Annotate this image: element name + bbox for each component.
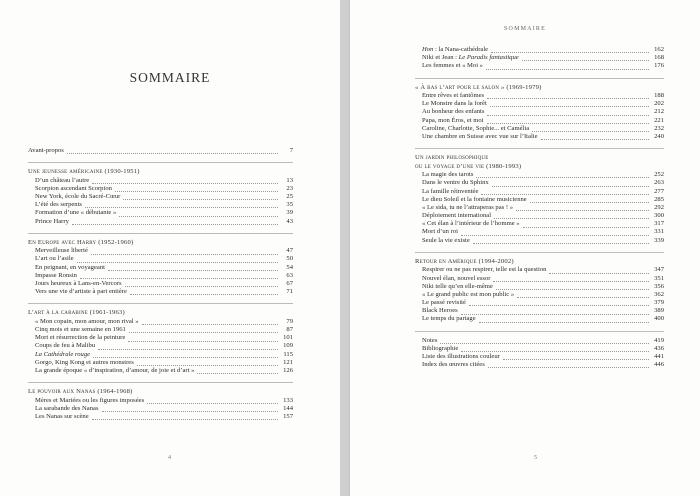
entry-title: Avant-propos (28, 146, 64, 154)
section-years: (1964-1968) (97, 388, 133, 396)
entry-title: Papa, mon Éros, et moi (422, 116, 484, 124)
entry-page: 63 (286, 271, 293, 279)
toc-entry[interactable] (415, 307, 664, 315)
toc-entry[interactable] (28, 359, 293, 367)
leader-dots (461, 314, 649, 315)
toc-section (415, 148, 664, 245)
entry-page: 176 (654, 62, 664, 70)
toc-entry[interactable] (28, 193, 293, 201)
section-years: (1930-1951) (104, 168, 140, 176)
entry-page: 419 (654, 336, 664, 344)
entry-title: Merveilleuse liberté (35, 247, 88, 255)
toc-entry[interactable] (415, 291, 664, 299)
toc-entry[interactable] (415, 179, 664, 187)
section-name-cont: ou le voyage d’une vie (415, 162, 485, 170)
entry-title: Nouvel élan, nouvel essor (422, 274, 491, 282)
toc-entry[interactable] (28, 288, 293, 296)
leader-dots (487, 98, 649, 99)
toc-entry[interactable] (415, 54, 664, 62)
entry-page: 362 (654, 290, 664, 298)
entry-page: 168 (654, 54, 664, 62)
leader-dots (98, 349, 278, 350)
toc-section (28, 233, 293, 297)
toc-lead-block (415, 46, 664, 71)
toc-entry[interactable] (415, 204, 664, 212)
toc-entry[interactable] (415, 117, 664, 125)
toc-entry[interactable] (415, 108, 664, 116)
toc-section (415, 78, 664, 142)
entry-title: Respirer ou ne pas respirer, telle est la question (422, 266, 547, 274)
leader-dots (476, 177, 649, 178)
toc-entry[interactable] (415, 337, 664, 345)
entry-title: Index des œuvres citées (422, 361, 485, 369)
entry-title: Dans le ventre du Sphinx (422, 179, 489, 187)
entry-page: 43 (286, 217, 293, 225)
entry-page: 188 (654, 92, 664, 100)
leader-dots (115, 191, 278, 192)
toc-entry[interactable] (28, 280, 293, 288)
leader-dots (496, 289, 649, 290)
toc-entry[interactable] (415, 133, 664, 141)
section-title (415, 154, 664, 163)
toc-entry[interactable] (28, 209, 293, 217)
leader-dots (92, 183, 278, 184)
section-title (28, 239, 293, 248)
entry-title: Formation d’une « débutante » (35, 209, 117, 217)
entry-page: 356 (654, 282, 664, 290)
leader-dots (491, 52, 649, 53)
toc-section (415, 252, 664, 324)
entry-title: Scorpion ascendant Scorpion (35, 184, 112, 192)
toc-entry[interactable] (415, 212, 664, 220)
entry-page: 101 (283, 334, 293, 342)
section-name: « À bas l’art pour le salon » (415, 83, 505, 91)
leader-dots (123, 199, 278, 200)
toc-back-matter (415, 331, 664, 370)
toc-entry[interactable] (28, 185, 293, 193)
entry-page: 252 (654, 171, 664, 179)
toc-section (28, 303, 293, 375)
entry-title: Cinq mois et une semaine en 1961 (35, 326, 126, 334)
entry-page: 436 (654, 344, 664, 352)
section-years: (1952-1960) (98, 238, 134, 246)
leader-dots (197, 373, 278, 374)
leader-dots (80, 278, 278, 279)
leader-dots (532, 131, 649, 132)
entry-title: Impasse Ronsin (35, 271, 77, 279)
entry-page: 115 (283, 350, 293, 358)
entry-title: Prince Harry (35, 217, 69, 225)
leader-dots (486, 69, 649, 70)
toc-entry[interactable] (28, 343, 293, 351)
toc-entry[interactable] (415, 283, 664, 291)
entry-title: Niki telle qu’en elle-même (422, 282, 493, 290)
toc-entry[interactable] (28, 351, 293, 359)
entry-page: 292 (654, 203, 664, 211)
leader-dots (147, 403, 278, 404)
entry-title: La Cathédrale rouge (35, 350, 91, 358)
entry-page: 144 (283, 404, 293, 412)
section-years: (1980-1993) (486, 162, 522, 170)
leader-dots (517, 297, 649, 298)
entry-title: Seule la vie existe (422, 236, 470, 244)
entry-page: 87 (286, 326, 293, 334)
entry-title: Caroline, Charlotte, Sophie... et Camélia (422, 124, 530, 132)
entry-title: « Cet élan à l’intérieur de l’homme » (422, 220, 520, 228)
leader-dots (530, 202, 649, 203)
entry-title: Entre rêves et fantômes (422, 92, 485, 100)
toc-entry[interactable] (415, 345, 664, 353)
entry-title: La sarabande des Nanas (35, 404, 99, 412)
entry-title: Mort et résurrection de la peinture (35, 334, 126, 342)
leader-dots (469, 305, 649, 306)
toc-entry[interactable] (415, 92, 664, 100)
section-name: L’art à la carabine (28, 309, 88, 317)
toc-entry[interactable] (415, 229, 664, 237)
toc-entry[interactable] (415, 125, 664, 133)
section-title (28, 388, 293, 397)
entry-title: Liste des illustrations couleur (422, 353, 500, 361)
leader-dots (85, 207, 278, 208)
entry-page: 446 (654, 361, 664, 369)
entry-page: 347 (654, 266, 664, 274)
leader-dots (488, 367, 649, 368)
toc-entry[interactable] (28, 177, 293, 185)
entry-title: L’été des serpents (35, 201, 82, 209)
entry-page: 13 (286, 176, 293, 184)
toc-entry[interactable] (28, 318, 293, 326)
entry-title (415, 54, 519, 62)
toc-entry-front[interactable] (28, 147, 293, 155)
entry-page: 47 (286, 247, 293, 255)
toc-left (28, 147, 293, 421)
leader-dots (440, 343, 649, 344)
entry-page: 121 (283, 358, 293, 366)
entry-title: Bibliographie (422, 344, 459, 352)
toc-entry[interactable] (415, 188, 664, 196)
page-title: SOMMAIRE (129, 70, 211, 85)
toc-entry[interactable] (415, 46, 664, 54)
entry-title: Une chambre en Suisse avec vue sur l’Italie (422, 132, 538, 140)
toc-entry[interactable] (415, 196, 664, 204)
entry-page: 23 (286, 184, 293, 192)
toc-entry[interactable] (415, 220, 664, 228)
entry-title: D’un château l’autre (35, 176, 90, 184)
entry-title: Au bonheur des enfants (422, 108, 485, 116)
entry-page: 221 (654, 116, 664, 124)
toc-entry[interactable] (28, 326, 293, 334)
leader-dots (522, 60, 649, 61)
entry-page: 339 (654, 236, 664, 244)
toc-entry[interactable] (28, 264, 293, 272)
toc-section (28, 382, 293, 421)
entry-page: 79 (286, 317, 293, 325)
entry-title: Déploiement international (422, 212, 492, 220)
entry-title-italic: Le Paradis fantastique (458, 54, 519, 62)
leader-dots (516, 210, 649, 211)
entry-title: Mères et Mariées ou les figures imposées (35, 396, 145, 404)
page-number: 5 (534, 455, 537, 461)
section-years: (1961-1963) (89, 309, 125, 317)
leader-dots (102, 411, 278, 412)
left-page (0, 0, 340, 496)
toc-entry[interactable] (415, 62, 664, 70)
toc-entry[interactable] (28, 413, 293, 421)
entry-page: 162 (654, 45, 664, 53)
leader-dots (92, 419, 278, 420)
leader-dots (93, 357, 278, 358)
entry-title-rest: : la Nana-cathédrale (433, 45, 489, 53)
entry-page: 263 (654, 179, 664, 187)
toc-entry[interactable] (28, 397, 293, 405)
leader-dots (77, 262, 278, 263)
section-title (415, 84, 664, 93)
entry-page: 240 (654, 132, 664, 140)
leader-dots (479, 322, 649, 323)
entry-title: Le Monstre dans la forêt (422, 100, 487, 108)
leader-dots (490, 106, 649, 107)
entry-title: Le temps du partage (422, 315, 476, 323)
entry-title: Vers une vie d’artiste à part entière (35, 288, 127, 296)
section-title (415, 258, 664, 267)
toc-entry[interactable] (415, 237, 664, 245)
section-name: Un jardin philosophique (415, 154, 489, 162)
leader-dots (473, 243, 649, 244)
entry-page: 109 (283, 342, 293, 350)
toc-entry[interactable] (415, 275, 664, 283)
section-title-line2 (415, 163, 664, 172)
leader-dots (129, 332, 278, 333)
section-title (28, 168, 293, 177)
entry-title: Le dieu Soleil et la fontaine musicienne (422, 195, 527, 203)
toc-entry[interactable] (415, 299, 664, 307)
entry-title: La grande époque « d’inspiration, d’amour, de joie et d’art » (35, 367, 195, 375)
leader-dots (461, 235, 649, 236)
toc-section (28, 162, 293, 226)
toc-entry[interactable] (28, 272, 293, 280)
entry-page: 67 (286, 280, 293, 288)
leader-dots (493, 281, 649, 282)
entry-page: 202 (654, 100, 664, 108)
toc-entry[interactable] (28, 405, 293, 413)
leader-dots (142, 324, 278, 325)
leader-dots (72, 224, 278, 225)
entry-title: La magie des tarots (422, 171, 474, 179)
leader-dots (130, 294, 278, 295)
entry-page: 232 (654, 124, 664, 132)
entry-page: 7 (289, 146, 293, 154)
section-years: (1969-1979) (506, 83, 542, 91)
entry-page: 300 (654, 212, 664, 220)
leader-dots (128, 341, 278, 342)
entry-title: Gorgo, King Kong et autres monstres (35, 358, 134, 366)
entry-page: 317 (654, 220, 664, 228)
entry-page: 39 (286, 209, 293, 217)
entry-page: 54 (286, 263, 293, 271)
section-name: Retour en Amérique (415, 257, 477, 265)
leader-dots (461, 351, 649, 352)
page-number: 4 (168, 455, 171, 461)
toc-entry[interactable] (415, 316, 664, 324)
entry-title: Mort d’un roi (422, 228, 458, 236)
leader-dots (549, 273, 649, 274)
entry-title: Black Heroes (422, 307, 458, 315)
leader-dots (91, 254, 278, 255)
entry-title: Les Nanas sur scène (35, 413, 89, 421)
toc-entry[interactable] (415, 266, 664, 274)
toc-entry[interactable] (28, 247, 293, 255)
leader-dots (487, 123, 649, 124)
entry-title: Le passé revisité (422, 299, 466, 307)
entry-page: 389 (654, 307, 664, 315)
entry-page: 441 (654, 353, 664, 361)
toc-entry[interactable] (28, 201, 293, 209)
entry-page: 285 (654, 195, 664, 203)
entry-page: 126 (283, 367, 293, 375)
leader-dots (541, 139, 649, 140)
entry-title: « Le grand public est mon public » (422, 290, 515, 298)
entry-title: Les femmes et « Moi » (422, 62, 483, 70)
leader-dots (481, 194, 649, 195)
toc-entry[interactable] (415, 353, 664, 361)
toc-entry[interactable] (415, 100, 664, 108)
entry-title: « Le sida, tu ne l’attraperas pas ! » (422, 203, 513, 211)
entry-page: 351 (654, 274, 664, 282)
toc-entry[interactable] (28, 256, 293, 264)
entry-title: Coups de feu à Malibu (35, 342, 96, 350)
toc-entry[interactable] (415, 361, 664, 369)
section-name: Une jeunesse américaine (28, 168, 103, 176)
entry-page: 157 (283, 413, 293, 421)
toc-entry[interactable] (415, 171, 664, 179)
entry-page: 212 (654, 108, 664, 116)
leader-dots (67, 153, 278, 154)
leader-dots (487, 115, 649, 116)
entry-page: 25 (286, 193, 293, 201)
entry-page: 379 (654, 299, 664, 307)
toc-entry[interactable] (28, 334, 293, 342)
entry-page: 331 (654, 228, 664, 236)
entry-title: « Mon copain, mon amour, mon rival » (35, 317, 139, 325)
entry-title: Notes (422, 336, 438, 344)
entry-title: En peignant, en voyageant (35, 263, 105, 271)
section-title (28, 309, 293, 318)
leader-dots (119, 216, 278, 217)
leader-dots (494, 218, 649, 219)
entry-title-prefix: Niki et Jean : (422, 54, 459, 62)
entry-title: Jours heureux à Lans-en-Vercors (35, 280, 122, 288)
entry-page: 400 (654, 315, 664, 323)
section-years: (1994-2002) (478, 257, 514, 265)
section-name: En Europe avec Harry (28, 238, 97, 246)
leader-dots (125, 286, 278, 287)
leader-dots (108, 270, 278, 271)
toc-entry[interactable] (28, 367, 293, 375)
entry-page: 35 (286, 201, 293, 209)
toc-entry[interactable] (28, 218, 293, 226)
entry-page: 133 (283, 396, 293, 404)
running-head: SOMMAIRE (504, 26, 546, 32)
entry-title: New York, école du Sacré-Cœur (35, 193, 121, 201)
entry-title-italic: Hon (422, 45, 434, 53)
entry-page: 71 (286, 288, 293, 296)
entry-title (415, 46, 488, 54)
entry-title: L’art ou l’asile (35, 255, 74, 263)
entry-page: 277 (654, 187, 664, 195)
leader-dots (523, 227, 649, 228)
book-gutter (340, 0, 350, 496)
section-name: Le pouvoir aux Nanas (28, 388, 96, 396)
entry-page: 50 (286, 255, 293, 263)
leader-dots (492, 186, 649, 187)
leader-dots (137, 365, 278, 366)
leader-dots (503, 359, 649, 360)
entry-title: La famille réinventée (422, 187, 479, 195)
toc-right (415, 46, 664, 369)
